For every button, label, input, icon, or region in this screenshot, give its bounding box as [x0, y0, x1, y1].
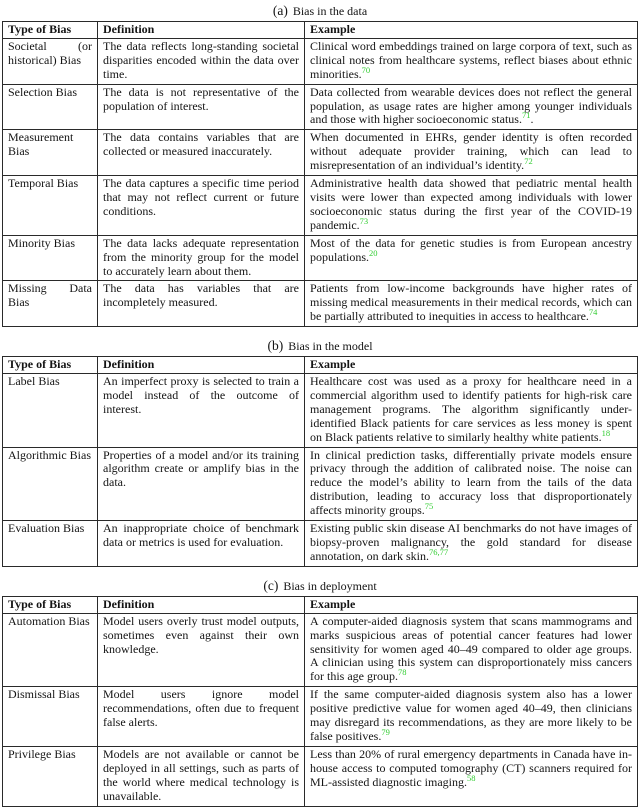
bias-type-cell: Temporal Bias	[3, 176, 98, 236]
example-text: Most of the data for genetic studies is from European ancestry populations.	[310, 235, 632, 264]
caption-title: Bias in the data	[292, 4, 368, 18]
example-cell	[305, 746, 638, 806]
definition-cell: The data lacks adequate representation from the minority group for the model to accurately learn about them.	[98, 235, 305, 281]
definition-cell: The data reflects long-standing societal disparities encoded within the data over time.	[98, 38, 305, 84]
example-cell	[305, 613, 638, 687]
bias-type-cell: Missing Data Bias	[3, 281, 98, 327]
example-cell	[305, 130, 638, 176]
table-row	[3, 374, 638, 448]
table-c-block	[2, 578, 638, 807]
citation-link[interactable]: 18	[601, 427, 611, 438]
col-header-definition: Definition	[98, 22, 305, 39]
example-after: .	[530, 112, 534, 127]
table-row	[3, 38, 638, 84]
example-text: Data collected from wearable devices does not reflect the general population, as usage rates are higher among younger individuals and those with higher socioeconomic status.	[310, 84, 632, 127]
table-row	[3, 130, 638, 176]
citation-link[interactable]: 70	[361, 64, 371, 75]
col-header-type: Type of Bias	[3, 22, 98, 39]
citation-link[interactable]: 74	[588, 307, 598, 318]
citation-link[interactable]: 79	[381, 726, 390, 737]
definition-cell: An inappropriate choice of benchmark data or metrics is used for evaluation.	[98, 521, 305, 567]
definition-cell: Properties of a model and/or its training algorithm create or amplify bias in the data.	[98, 447, 305, 521]
example-cell	[305, 176, 638, 236]
bias-type-cell: Algorithmic Bias	[3, 447, 98, 521]
bias-type-cell: Dismissal Bias	[3, 687, 98, 747]
bias-type-cell: Societal (or historical) Bias	[3, 38, 98, 84]
caption-label: (b)	[267, 338, 284, 354]
example-text: In clinical prediction tasks, differentially private models ensure privacy through the addition of calibrated noise. The noise can reduce the model’s ability to learn from the tails of the data distribution, leading to accuracy loss that disproportionately affects minority groups.	[310, 447, 632, 518]
table-row	[3, 613, 638, 687]
table-a-block	[2, 3, 638, 327]
example-text: Less than 20% of rural emergency departments in Canada have in-house access to computed tomography (CT) scanners required for ML-assisted diagnostic imaging.	[310, 746, 632, 789]
citation-link[interactable]: 76,77	[428, 546, 449, 557]
bias-type-cell: Automation Bias	[3, 613, 98, 687]
col-header-example: Example	[305, 22, 638, 39]
caption-title: Bias in the model	[288, 339, 373, 354]
col-header-example: Example	[305, 596, 638, 613]
definition-cell: Model users ignore model recommendations, often due to frequent false alerts.	[98, 687, 305, 747]
table-row	[3, 281, 638, 327]
definition-cell: The data is not representative of the population of interest.	[98, 84, 305, 130]
table-b-block	[2, 338, 638, 567]
citation-link[interactable]: 20	[369, 247, 378, 258]
table-row	[3, 447, 638, 521]
example-cell	[305, 521, 638, 567]
bias-in-deployment-table	[2, 596, 638, 807]
definition-cell: An imperfect proxy is selected to train a model instead of the outcome of interest.	[98, 374, 305, 448]
citation-link[interactable]: 71	[521, 110, 531, 121]
col-header-example: Example	[305, 357, 638, 374]
definition-cell: Models are not available or cannot be deployed in all settings, such as parts of the world where medical technology is unavailable.	[98, 746, 305, 806]
example-text: If the same computer-aided diagnosis system also has a lower positive predictive value for women aged 40–49, then clinicians may disregard its recommendations, as they are more likely to be false positives.	[310, 687, 632, 743]
example-text: Patients from low-income backgrounds have higher rates of missing medical measurements in their medical records, which can be partially attributed to inequities in access to healthcare.	[310, 281, 632, 324]
citation-link[interactable]: 78	[397, 667, 407, 678]
header-row	[3, 357, 638, 374]
example-cell	[305, 687, 638, 747]
table-c-caption	[2, 578, 638, 594]
col-header-type: Type of Bias	[3, 357, 98, 374]
definition-cell: The data captures a specific time period that may not reflect current or future conditions.	[98, 176, 305, 236]
example-cell	[305, 84, 638, 130]
bias-type-cell: Label Bias	[3, 374, 98, 448]
header-row	[3, 22, 638, 39]
example-text: When documented in EHRs, gender identity is often recorded without adequate provider training, which can lead to misrepresentation of an individual’s identity.	[310, 130, 632, 173]
example-text: Clinical word embeddings trained on large corpora of text, such as clinical notes from healthcare systems, reflect biases about ethnic minorities.	[310, 38, 632, 81]
example-cell	[305, 235, 638, 281]
col-header-definition: Definition	[98, 357, 305, 374]
table-row	[3, 176, 638, 236]
example-cell	[305, 38, 638, 84]
caption-label: (c)	[263, 577, 279, 593]
citation-link[interactable]: 58	[466, 772, 476, 783]
table-row	[3, 521, 638, 567]
table-row	[3, 235, 638, 281]
caption-title: Bias in deployment	[283, 578, 377, 593]
definition-cell: Model users overly trust model outputs, sometimes even against their own knowledge.	[98, 613, 305, 687]
table-row	[3, 746, 638, 806]
table-row	[3, 687, 638, 747]
example-cell	[305, 281, 638, 327]
table-row	[3, 84, 638, 130]
example-text: Healthcare cost was used as a proxy for healthcare need in a commercial algorithm used to identify patients for high-risk care management programs. The algorithm significantly under-identified Black patients for care services as less money is spent on Black patients relative to similarly healthy white patients.	[310, 374, 632, 444]
definition-cell: The data contains variables that are collected or measured inaccurately.	[98, 130, 305, 176]
table-a-caption	[2, 3, 638, 19]
bias-type-cell: Measurement Bias	[3, 130, 98, 176]
example-cell	[305, 374, 638, 448]
bias-type-cell: Selection Bias	[3, 84, 98, 130]
bias-type-cell: Privilege Bias	[3, 746, 98, 806]
example-text: Existing public skin disease AI benchmarks do not have images of biopsy-proven malignancy, the gold standard for disease annotation, on dark skin.	[310, 521, 632, 563]
table-b-caption	[2, 338, 638, 354]
definition-cell: The data has variables that are incompletely measured.	[98, 281, 305, 327]
citation-link[interactable]: 73	[359, 215, 369, 226]
citation-link[interactable]: 72	[524, 156, 533, 167]
example-text: Administrative health data showed that pediatric mental health visits were lower than expected among individuals with lower socioeconomic status during the first year of the COVID-19 pandemic.	[310, 176, 632, 232]
example-cell	[305, 447, 638, 521]
caption-label: (a)	[272, 3, 288, 18]
col-header-type: Type of Bias	[3, 596, 98, 613]
header-row	[3, 596, 638, 613]
bias-in-model-table	[2, 356, 638, 567]
col-header-definition: Definition	[98, 596, 305, 613]
bias-type-cell: Minority Bias	[3, 235, 98, 281]
citation-link[interactable]: 75	[424, 501, 434, 512]
bias-type-cell: Evaluation Bias	[3, 521, 98, 567]
bias-in-data-table	[2, 21, 638, 327]
example-text: A computer-aided diagnosis system that scans mammograms and marks suspicious areas of potential cancer features had lower sensitivity for women aged 40–49 compared to older age groups. A clinician using this system can disproportionately miss cancers for this age group.	[310, 613, 632, 684]
